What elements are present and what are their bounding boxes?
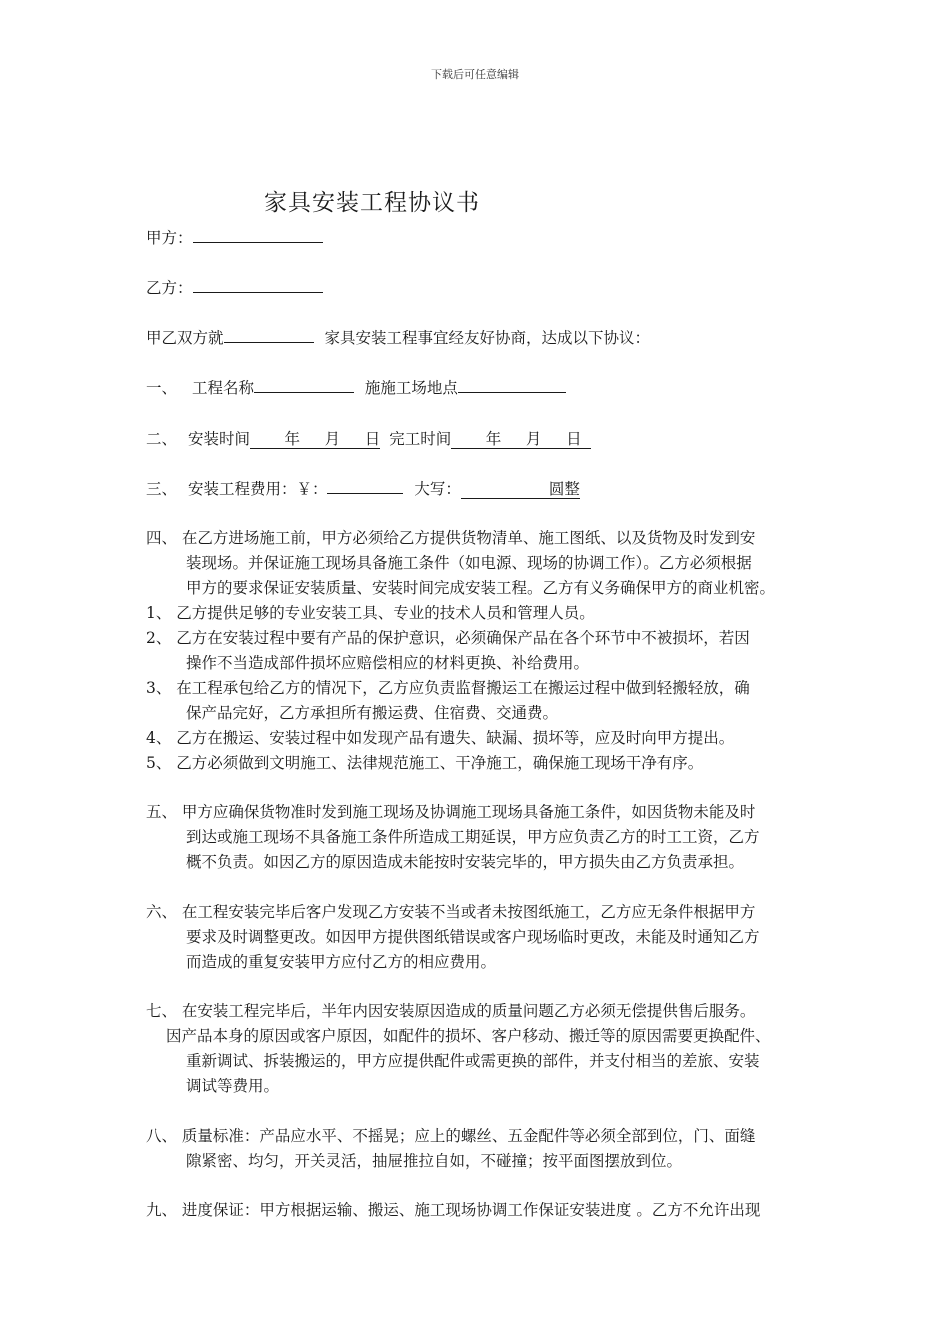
project-blank[interactable] xyxy=(224,327,314,343)
item-3-line-1: 3、 在工程承包给乙方的情况下，乙方应负责监督搬运工在搬运过程中做到轻搬轻放，确 xyxy=(146,679,750,697)
project-name-blank[interactable] xyxy=(254,377,354,393)
party-b-line xyxy=(146,276,323,298)
s6-line-2: 要求及时调整更改。如因甲方提供图纸错误或客户现场临时更改，未能及时通知乙方 xyxy=(186,928,760,946)
fee-label: 安装工程费用：￥： xyxy=(187,480,328,498)
item-2-line-2: 操作不当造成部件损坏应赔偿相应的材料更换、补给费用。 xyxy=(186,654,590,672)
fee-caps-field[interactable] xyxy=(461,480,580,499)
s6-line-1: 六、 在工程安装完毕后客户发现乙方安装不当或者未按图纸施工，乙方应无条件根据甲方 xyxy=(146,903,756,921)
item-4: 4、 乙方在搬运、安装过程中如发现产品有遗失、缺漏、损坏等，应及时向甲方提出。 xyxy=(146,729,735,747)
s5-line-2: 到达或施工现场不具备施工条件所造成工期延误，甲方应负责乙方的时工工资，乙方 xyxy=(186,828,760,846)
section-2 xyxy=(146,427,591,449)
s9-line-1: 九、 进度保证：甲方根据运输、搬运、施工现场协调工作保证安装进度 。乙方不允许出现 xyxy=(146,1201,761,1219)
site-label: 施施工场地点 xyxy=(364,379,458,397)
section-2-num: 二、 xyxy=(146,430,178,448)
intro-line xyxy=(146,326,650,348)
document-title: 家具安装工程协议书 xyxy=(264,190,480,216)
s4-line-3: 甲方的要求保证安装质量、安装时间完成安装工程。乙方有义务确保甲方的商业机密。 xyxy=(186,579,776,597)
end-date-field[interactable] xyxy=(451,430,591,449)
start-day: 日 xyxy=(364,430,381,448)
s4-line-1: 四、 在乙方进场施工前，甲方必须给乙方提供货物清单、施工图纸、以及货物及时发到安 xyxy=(146,529,756,547)
start-date-field[interactable] xyxy=(250,430,380,449)
end-time-label: 完工时间 xyxy=(389,430,452,448)
section-1-num: 一、 xyxy=(146,379,178,397)
header-note: 下载后可任意编辑 xyxy=(431,68,519,81)
section-1 xyxy=(146,376,566,398)
s7-line-4: 调试等费用。 xyxy=(186,1077,280,1095)
party-a-line xyxy=(146,226,323,248)
start-time-label: 安装时间 xyxy=(187,430,250,448)
party-b-blank[interactable] xyxy=(193,277,323,293)
item-5: 5、 乙方必须做到文明施工、法律规范施工、干净施工，确保施工现场干净有序。 xyxy=(146,754,704,772)
section-3 xyxy=(146,477,580,499)
s4-line-2: 装现场。并保证施工现场具备施工条件（如电源、现场的协调工作）。乙方必须根据 xyxy=(186,554,752,572)
item-3-line-2: 保产品完好，乙方承担所有搬运费、住宿费、交通费。 xyxy=(186,704,559,722)
party-b-label: 乙方： xyxy=(146,279,193,297)
s8-line-2: 隙紧密、均匀，开关灵活，抽屉推拉自如，不碰撞；按平面图摆放到位。 xyxy=(186,1152,683,1170)
s5-line-1: 五、 甲方应确保货物准时发到施工现场及协调施工现场具备施工条件，如因货物未能及时 xyxy=(146,803,756,821)
s7-line-2: 因产品本身的原因或客户原因，如配件的损坏、客户移动、搬迁等的原因需要更换配件、 xyxy=(166,1027,771,1045)
section-3-num: 三、 xyxy=(146,480,178,498)
s7-line-1: 七、 在安装工程完毕后，半年内因安装原因造成的质量问题乙方必须无偿提供售后服务。 xyxy=(146,1002,756,1020)
project-name-label: 工程名称 xyxy=(191,379,254,397)
item-2-line-1: 2、 乙方在安装过程中要有产品的保护意识，必须确保产品在各个环节中不被损坏，若因 xyxy=(146,629,750,647)
s8-line-1: 八、 质量标准：产品应水平、不摇晃；应上的螺丝、五金配件等必须全部到位，门、面缝 xyxy=(146,1127,756,1145)
intro-suffix: 家具安装工程事宜经友好协商，达成以下协议： xyxy=(324,329,650,347)
party-a-label: 甲方： xyxy=(146,229,193,247)
fee-amount-blank[interactable] xyxy=(327,478,403,494)
fee-caps-label: 大写： xyxy=(414,480,461,498)
end-year: 年 xyxy=(485,430,502,448)
end-day: 日 xyxy=(566,430,582,448)
s7-line-3: 重新调试、拆装搬运的，甲方应提供配件或需更换的部件，并支付相当的差旅、安装 xyxy=(186,1052,760,1070)
s6-line-3: 而造成的重复安装甲方应付乙方的相应费用。 xyxy=(186,953,497,971)
site-blank[interactable] xyxy=(458,377,566,393)
fee-whole: 圆整 xyxy=(548,480,580,498)
party-a-blank[interactable] xyxy=(193,227,323,243)
intro-prefix: 甲乙双方就 xyxy=(146,329,224,347)
item-1: 1、 乙方提供足够的专业安装工具、专业的技术人员和管理人员。 xyxy=(146,604,595,622)
start-month: 月 xyxy=(324,430,341,448)
start-year: 年 xyxy=(284,430,300,448)
s5-line-3: 概不负责。如因乙方的原因造成未能按时安装完毕的，甲方损失由乙方负责承担。 xyxy=(186,853,745,871)
end-month: 月 xyxy=(525,430,542,448)
